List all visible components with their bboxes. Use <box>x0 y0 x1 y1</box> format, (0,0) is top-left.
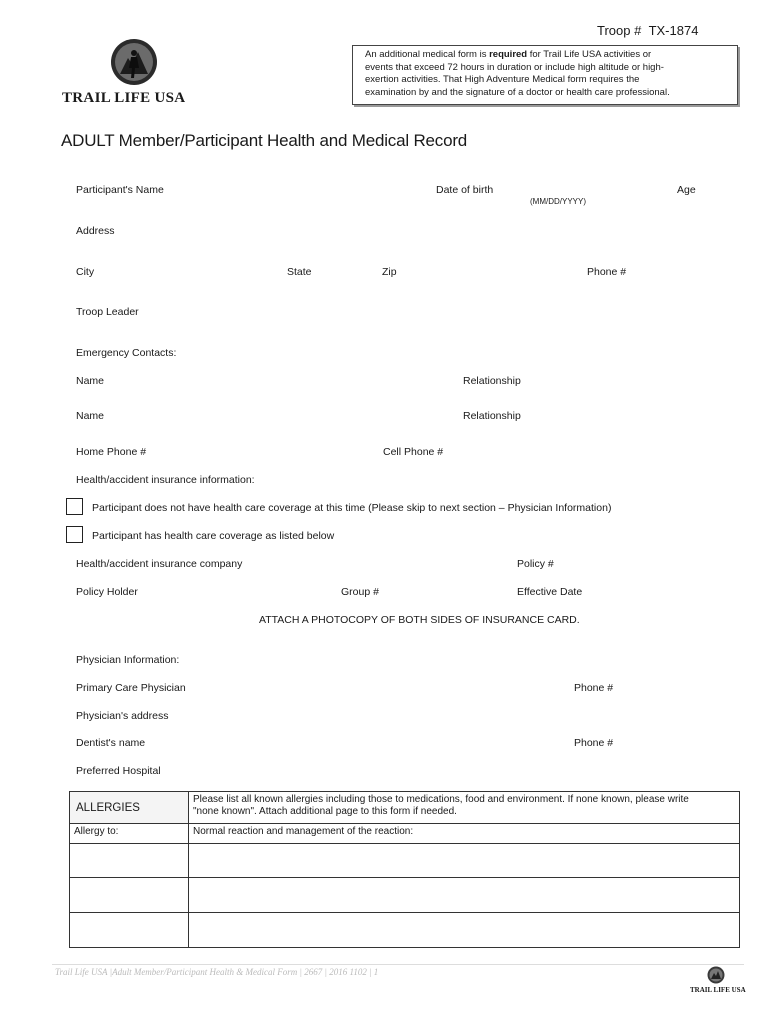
troop-number: TX-1874 <box>648 23 699 38</box>
insurance-info-heading: Health/accident insurance information: <box>76 474 255 486</box>
state-label: State <box>287 266 312 278</box>
dentist-name-label: Dentist's name <box>76 737 146 749</box>
emergency-name-2-label: Name <box>76 410 105 422</box>
no-coverage-label: Participant does not have health care coverage at this time (Please skip to next section – Physician Information) <box>92 502 612 514</box>
reaction-cell[interactable] <box>189 913 740 948</box>
participant-name-label: Participant's Name <box>76 184 164 196</box>
home-phone-label: Home Phone # <box>76 446 147 458</box>
primary-physician-label: Primary Care Physician <box>76 682 186 694</box>
relationship-2-label: Relationship <box>463 410 521 422</box>
attach-insurance-card-note: ATTACH A PHOTOCOPY OF BOTH SIDES OF INSURANCE CARD. <box>259 614 580 626</box>
allergy-to-cell[interactable] <box>70 913 189 948</box>
troop-label: Troop # TX-1874 <box>597 23 699 38</box>
insurance-company-label: Health/accident insurance company <box>76 558 243 570</box>
troop-leader-label: Troop Leader <box>76 306 139 318</box>
physician-info-heading: Physician Information: <box>76 654 180 666</box>
logo-text: TRAIL LIFE USA <box>62 90 186 106</box>
required-form-notice: An additional medical form is required for Trail Life USA activities or events that exceed 72 hours in duration or include high altitude or high- exertion activities. That High Adventure Medical form requires the examination by and the signature of a doctor or health care professional. <box>352 45 738 105</box>
has-coverage-label: Participant has health care coverage as listed below <box>92 530 335 542</box>
city-label: City <box>76 266 95 278</box>
dentist-phone-label: Phone # <box>574 737 614 749</box>
has-coverage-checkbox[interactable] <box>66 526 83 543</box>
allergies-instructions: Please list all known allergies including those to medications, food and environment. If none known, please write "none known". Attach additional page to this form if needed. <box>189 792 740 824</box>
policy-holder-label: Policy Holder <box>76 586 138 598</box>
policy-number-label: Policy # <box>517 558 554 570</box>
relationship-1-label: Relationship <box>463 375 521 387</box>
allergy-row <box>70 878 740 913</box>
dob-format-hint: (MM/DD/YYYY) <box>530 197 586 206</box>
reaction-header: Normal reaction and management of the reaction: <box>189 824 740 844</box>
emergency-name-1-label: Name <box>76 375 105 387</box>
allergy-row <box>70 844 740 878</box>
allergy-to-cell[interactable] <box>70 844 189 878</box>
footer-logo-text: TRAIL LIFE USA <box>690 986 746 994</box>
footer-text: Trail Life USA |Adult Member/Participant Health & Medical Form | 2667 | 2016 1102 | 1 <box>55 967 379 977</box>
physician-phone-label: Phone # <box>574 682 614 694</box>
phone-label: Phone # <box>587 266 627 278</box>
address-label: Address <box>76 225 115 237</box>
reaction-cell[interactable] <box>189 878 740 913</box>
page-title: ADULT Member/Participant Health and Medical Record <box>61 131 468 150</box>
allergy-to-header: Allergy to: <box>70 824 189 844</box>
cell-phone-label: Cell Phone # <box>383 446 444 458</box>
reaction-cell[interactable] <box>189 844 740 878</box>
allergies-table <box>69 791 740 948</box>
zip-label: Zip <box>382 266 397 278</box>
dob-label: Date of birth <box>436 184 494 196</box>
trail-life-logo-icon <box>110 38 158 91</box>
emergency-contacts-heading: Emergency Contacts: <box>76 347 177 359</box>
footer-divider <box>52 964 744 965</box>
allergy-row <box>70 913 740 948</box>
effective-date-label: Effective Date <box>517 586 583 598</box>
allergies-header: ALLERGIES <box>70 792 189 824</box>
preferred-hospital-label: Preferred Hospital <box>76 765 161 777</box>
group-number-label: Group # <box>341 586 379 598</box>
allergy-to-cell[interactable] <box>70 878 189 913</box>
physician-address-label: Physician's address <box>76 710 169 722</box>
age-label: Age <box>677 184 696 196</box>
no-coverage-checkbox[interactable] <box>66 498 83 515</box>
